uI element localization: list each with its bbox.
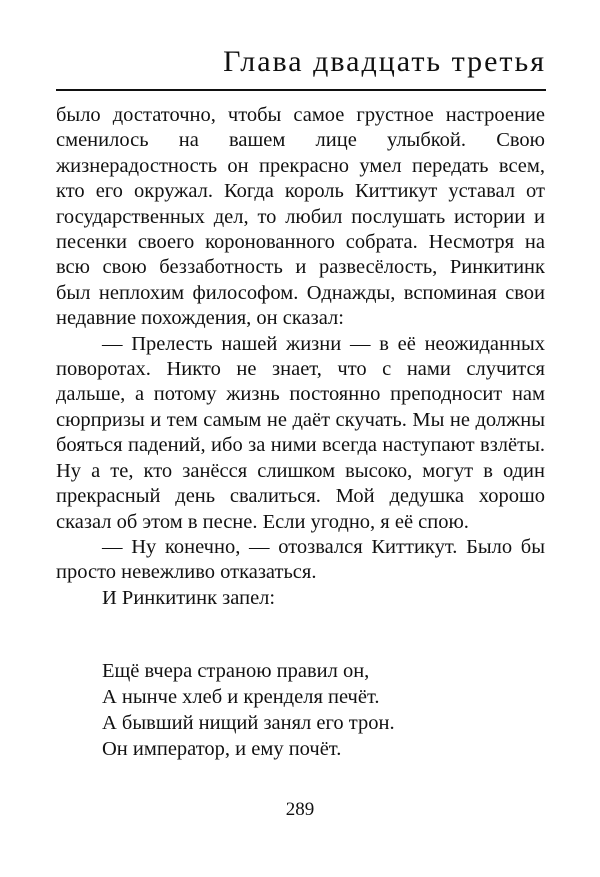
paragraph-rinkitink-speech: — Прелесть нашей жизни — в её неожиданных поворотах. Никто не знает, что с нами случится дальше, а потому жизнь постоянно преподносит нам сюрпризы и тем самым не даёт скучать. Мы не должны бояться падений, ибо за ними всегда наступают взлёты. Ну а те, кто занёсся слишком высоко, могут в один прекрасный день свалиться. Мой дедушка хорошо сказал об этом в песне. Если угодно, я её спою. <box>56 332 545 533</box>
paragraph-song-intro: И Ринкитинк запел: <box>102 586 276 609</box>
poem-line: А бывший нищий занял его трон. <box>102 712 395 734</box>
chapter-running-head: Глава двадцать третья <box>223 45 546 78</box>
main-text <box>56 103 545 611</box>
poem-stanza <box>102 658 395 762</box>
paragraph-kittikut-reply: — Ну конечно, — отозвался Киттикут. Было бы просто невежливо отказаться. <box>56 535 545 584</box>
poem-line: Ещё вчера страною правил он, <box>102 660 370 682</box>
header-rule <box>56 89 546 91</box>
poem-line: Он император, и ему почёт. <box>102 738 342 760</box>
poem-line: А нынче хлеб и кренделя печёт. <box>102 686 380 708</box>
paragraph-continuation: было достаточно, чтобы самое грустное настроение сменилось на вашем лице улыбкой. Свою жизнерадостность он прекрасно умел передать всем, кто его окружал. Когда король Киттикут уставал от государственных дел, то любил послушать истории и песенки своего коронованного собрата. Несмотря на всю свою беззаботность и развесёлость, Ринкитинк был неплохим философом. Однажды, вспоминая свои недавние похождения, он сказал: <box>56 104 545 330</box>
page-number: 289 <box>285 799 315 820</box>
